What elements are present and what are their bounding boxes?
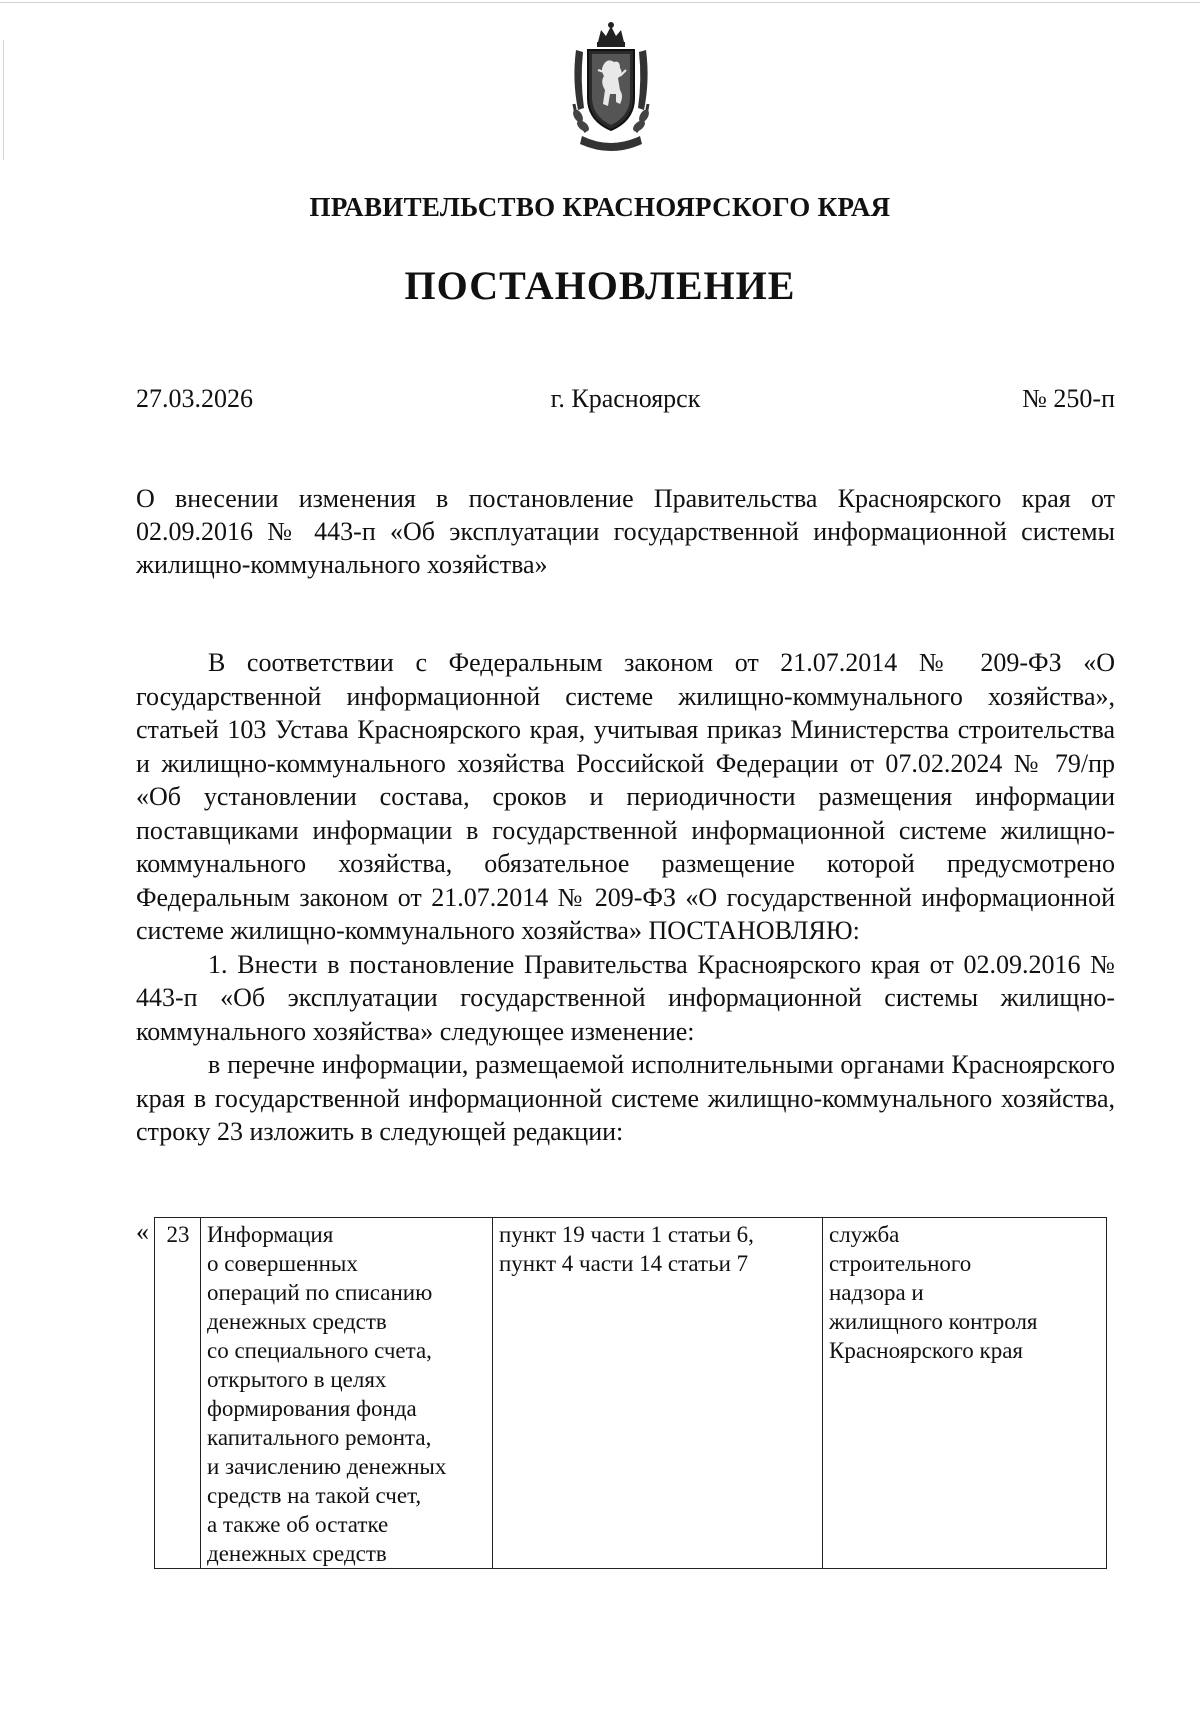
document-number: № 250-п (1022, 384, 1115, 413)
row-number-cell: 23 (155, 1218, 201, 1569)
scan-edge-top (0, 2, 1200, 3)
preamble-paragraph: В соответствии с Федеральным законом от 21.07.2014 № 209-ФЗ «О государственной информационной системе жилищно-коммунального хозяйства», статьей 103 Устава Красноярского края, учитывая приказ Министерства строительства и жилищно-коммунального хозяйства Российской Федерации от 07.02.2024 № 79/пр «Об установлении состава, сроков и периодичности размещения информации поставщиками информации в государственной информационной системе жилищно-коммунального хозяйства, обязательное размещение которой предусмотрено Федеральным законом от 21.07.2014 № 209-ФЗ «О государственной информационной системе жилищно-коммунального хозяйства» ПОСТАНОВЛЯЮ: (136, 648, 1115, 945)
legal-basis-cell: пункт 19 части 1 статьи 6, пункт 4 части 14 статьи 7 (493, 1218, 823, 1569)
amendment-table (154, 1217, 1107, 1569)
item-1-paragraph: 1. Внести в постановление Правительства Красноярского края от 02.09.2016 № 443-п «Об эксплуатации государственной информационной системы жилищно-коммунального хозяйства» следующее изменение: (136, 949, 1115, 1046)
document-city: г. Красноярск (550, 384, 701, 413)
information-cell: Информация о совершенных операций по списанию денежных средств со специального счета, открытого в целях формирования фонда капитального ремонта, и зачислению денежных средств на такой счет, а также об остатке денежных средств (201, 1218, 493, 1569)
document-type-title: ПОСТАНОВЛЕНИЕ (404, 263, 796, 308)
document-body (136, 646, 1115, 1149)
coat-of-arms-emblem (568, 20, 654, 158)
quote-open-mark: « (136, 1217, 149, 1246)
document-date: 27.03.2026 (136, 384, 253, 413)
scan-edge-left (3, 40, 4, 160)
item-1-detail-paragraph: в перечне информации, размещаемой исполнительными органами Красноярского края в государственной информационной системе жилищно-коммунального хозяйства, строку 23 изложить в следующей редакции: (136, 1050, 1115, 1146)
responsible-body-cell: служба строительного надзора и жилищного контроля Красноярского края (823, 1218, 1107, 1569)
document-subject: О внесении изменения в постановление Правительства Красноярского края от 02.09.2016 № 443-п «Об эксплуатации государственной информационной системы жилищно-коммунального хозяйства» (136, 484, 1115, 579)
government-title: ПРАВИТЕЛЬСТВО КРАСНОЯРСКОГО КРАЯ (309, 192, 891, 222)
document-meta-row (136, 384, 1115, 416)
table-row (155, 1218, 1107, 1569)
